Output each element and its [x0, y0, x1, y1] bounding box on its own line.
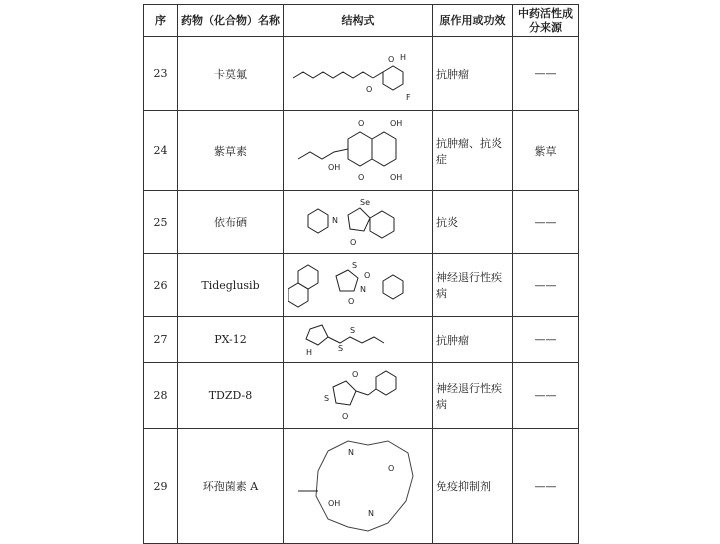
row-source: —— — [513, 363, 579, 429]
row-name: 紫草素 — [178, 111, 284, 191]
ebselen-structure — [288, 193, 428, 251]
structure-image — [284, 254, 433, 317]
svg-text:OH: OH — [328, 499, 341, 508]
structure-image — [284, 429, 433, 544]
row-source: —— — [513, 254, 579, 317]
svg-text:O: O — [388, 464, 395, 473]
svg-text:OH: OH — [328, 162, 341, 172]
row-name: Tideglusib — [178, 254, 284, 317]
header-row — [144, 5, 579, 37]
row-effect: 抗肿瘤、抗炎症 — [433, 111, 513, 191]
header-no: 序 — [144, 5, 178, 37]
table-row — [144, 111, 579, 191]
row-no: 28 — [144, 363, 178, 429]
svg-text:S: S — [338, 343, 344, 353]
svg-text:H: H — [306, 347, 313, 357]
header-name: 药物（化合物）名称 — [178, 5, 284, 37]
row-effect: 神经退行性疾病 — [433, 363, 513, 429]
svg-text:H: H — [400, 52, 407, 62]
header-structure: 结构式 — [284, 5, 433, 37]
svg-text:N: N — [332, 216, 338, 225]
svg-text:O: O — [364, 271, 371, 280]
row-name: 卡莫氟 — [178, 37, 284, 111]
svg-text:S: S — [352, 261, 358, 270]
structure-image — [284, 37, 433, 111]
svg-text:Se: Se — [360, 198, 370, 207]
row-source: —— — [513, 37, 579, 111]
svg-text:S: S — [350, 325, 356, 335]
table-row — [144, 191, 579, 254]
svg-text:O: O — [342, 411, 349, 421]
drug-table — [143, 4, 579, 544]
tdzd8-structure — [288, 365, 428, 427]
cyclosporin-structure — [288, 431, 428, 541]
structure-image — [284, 363, 433, 429]
row-no: 23 — [144, 37, 178, 111]
row-source: —— — [513, 191, 579, 254]
svg-text:O: O — [388, 54, 395, 64]
svg-text:O: O — [366, 84, 373, 94]
row-name: 环孢菌素 A — [178, 429, 284, 544]
svg-text:O: O — [348, 297, 355, 306]
header-source: 中药活性成分来源 — [513, 5, 579, 37]
row-no: 27 — [144, 317, 178, 363]
row-effect: 抗炎 — [433, 191, 513, 254]
row-effect: 免疫抑制剂 — [433, 429, 513, 544]
table-row — [144, 37, 579, 111]
row-name: PX-12 — [178, 317, 284, 363]
row-source: —— — [513, 429, 579, 544]
svg-text:O: O — [352, 369, 359, 379]
svg-text:O: O — [350, 238, 357, 247]
row-no: 29 — [144, 429, 178, 544]
svg-text:N: N — [368, 509, 374, 518]
svg-text:O: O — [358, 172, 365, 182]
table-row — [144, 254, 579, 317]
table-row — [144, 317, 579, 363]
shikonin-structure — [288, 114, 428, 188]
row-source: 紫草 — [513, 111, 579, 191]
row-name: 依布硒 — [178, 191, 284, 254]
svg-text:OH: OH — [390, 172, 403, 182]
row-effect: 神经退行性疾病 — [433, 254, 513, 317]
svg-text:O: O — [358, 118, 365, 128]
structure-image — [284, 317, 433, 363]
table-row — [144, 429, 579, 544]
row-source: —— — [513, 317, 579, 363]
svg-text:F: F — [406, 92, 411, 102]
svg-text:OH: OH — [390, 118, 403, 128]
px12-structure — [288, 319, 428, 361]
row-no: 25 — [144, 191, 178, 254]
carmofur-structure — [288, 40, 428, 108]
table-row — [144, 363, 579, 429]
svg-text:N: N — [348, 448, 354, 457]
svg-text:S: S — [324, 393, 330, 403]
row-effect: 抗肿瘤 — [433, 317, 513, 363]
structure-image — [284, 111, 433, 191]
row-no: 24 — [144, 111, 178, 191]
header-effect: 原作用或功效 — [433, 5, 513, 37]
row-effect: 抗肿瘤 — [433, 37, 513, 111]
row-no: 26 — [144, 254, 178, 317]
tideglusib-structure — [288, 256, 428, 314]
svg-text:N: N — [360, 285, 366, 294]
row-name: TDZD-8 — [178, 363, 284, 429]
structure-image — [284, 191, 433, 254]
